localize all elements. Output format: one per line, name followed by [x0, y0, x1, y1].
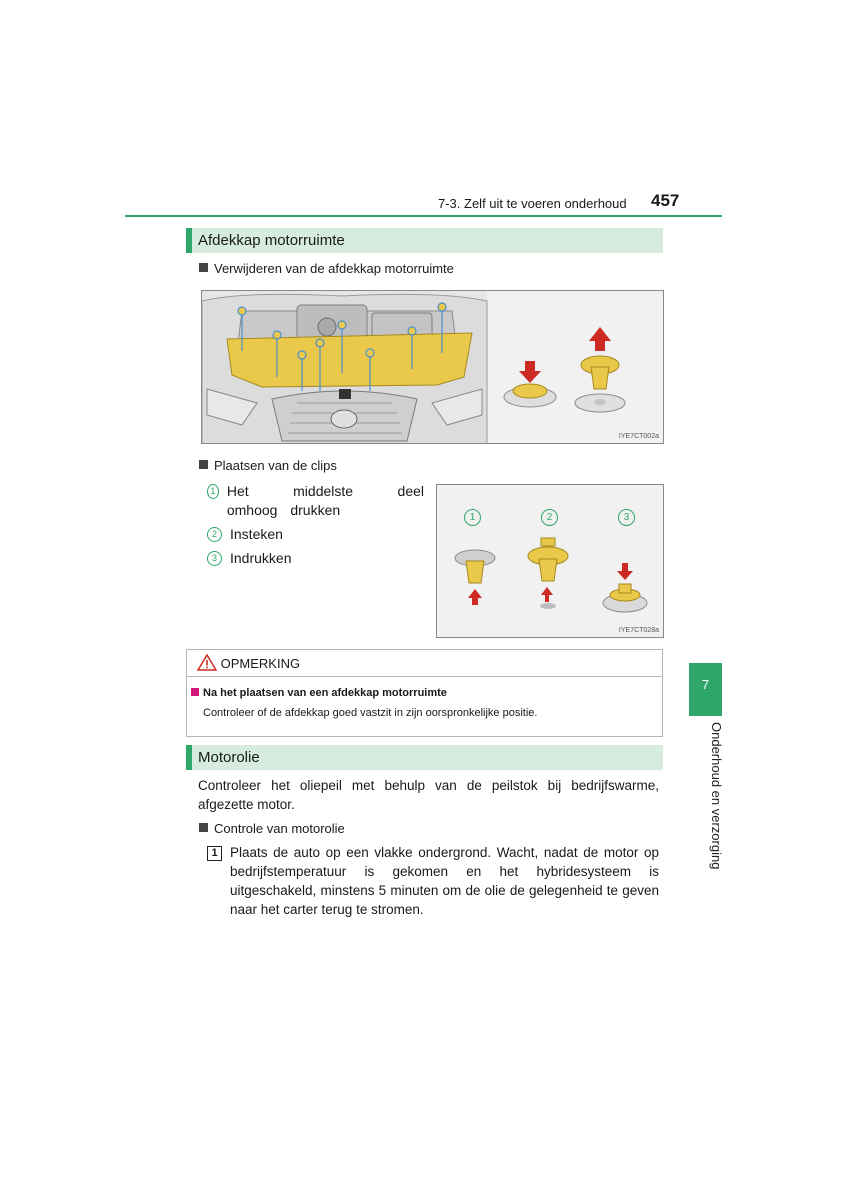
figure-code: IYE7CT002a [618, 433, 659, 440]
page-number: 457 [651, 191, 680, 210]
section-heading-afdekkap [186, 228, 663, 253]
pink-square-bullet-icon [191, 688, 199, 696]
list-item [207, 525, 424, 544]
figure-step-label: 2 [541, 509, 558, 526]
clip-steps-illustration [437, 485, 664, 638]
step-number-badge: 2 [207, 527, 222, 542]
step-text: Insteken [230, 526, 283, 542]
list-item [207, 482, 424, 520]
step-number-badge: 1 [207, 484, 219, 499]
figure-step-label: 3 [618, 509, 635, 526]
section-heading-motorolie [186, 745, 663, 770]
figure-step-label: 1 [464, 509, 481, 526]
list-item [207, 549, 424, 568]
section-title: Motorolie [198, 749, 260, 766]
subheading-verwijderen [199, 261, 454, 276]
chapter-number: 7 [701, 677, 710, 692]
subheading-label: Verwijderen van de afdekkap motorruimte [214, 261, 454, 276]
warning-icon [197, 654, 217, 671]
step-text: Het middelste deel omhoog drukken [226, 483, 424, 518]
figure-engine-cover [201, 290, 664, 444]
list-item [207, 843, 659, 919]
step-text: Plaats de auto op een vlakke ondergrond. Wacht, nadat de motor op bedrijfstemperatuur is gekomen en het hybridesysteem is uitgeschakeld, minstens 5 minuten om de olie de gelegenheid te geven naar het carter terug te stromen. [230, 845, 659, 917]
step-number-box: 1 [207, 846, 222, 861]
square-bullet-icon [199, 460, 208, 469]
header-rule [125, 215, 722, 217]
note-divider [187, 676, 662, 677]
square-bullet-icon [199, 263, 208, 272]
square-bullet-icon [199, 823, 208, 832]
figure-clip-steps [436, 484, 664, 638]
subheading-label: Plaatsen van de clips [214, 458, 337, 473]
note-box [186, 649, 663, 737]
engine-cover-illustration [202, 291, 664, 444]
subheading-plaatsen [199, 458, 337, 473]
step-list [207, 482, 424, 568]
note-title-row [191, 687, 447, 699]
step-number-badge: 3 [207, 551, 222, 566]
section-intro: Controleer het oliepeil met behulp van de peilstok bij bedrijfswarme, afgezette motor. [198, 778, 659, 812]
step-text: Indrukken [230, 550, 292, 566]
figure-code: IYE7CT028a [618, 627, 659, 634]
running-header: 7-3. Zelf uit te voeren onderhoud [438, 196, 627, 211]
note-heading: OPMERKING [220, 656, 301, 671]
note-body: Controleer of de afdekkap goed vastzit in zijn oorspronkelijke positie. [203, 707, 538, 719]
section-title: Afdekkap motorruimte [198, 232, 345, 249]
chapter-title-vertical: Onderhoud en verzorging [709, 722, 724, 870]
subheading-controle [199, 821, 345, 836]
chapter-tab [689, 663, 722, 716]
note-header [197, 654, 300, 671]
subheading-label: Controle van motorolie [214, 821, 345, 836]
note-title: Na het plaatsen van een afdekkap motorruimte [203, 687, 447, 699]
